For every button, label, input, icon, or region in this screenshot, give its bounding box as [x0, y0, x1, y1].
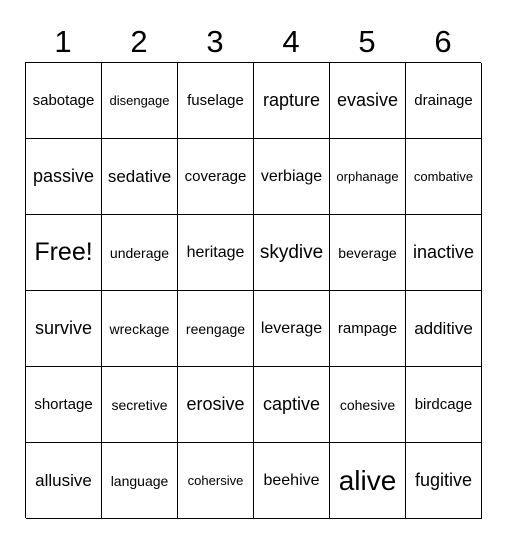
bingo-cell: coverage	[178, 139, 254, 215]
bingo-cell: allusive	[26, 443, 102, 519]
bingo-cell: underage	[102, 215, 178, 291]
bingo-cell: leverage	[254, 291, 330, 367]
bingo-cell: orphanage	[330, 139, 406, 215]
bingo-cell: cohesive	[330, 367, 406, 443]
bingo-cell: alive	[330, 443, 406, 519]
bingo-cell: disengage	[102, 63, 178, 139]
header-number-1: 1	[54, 24, 72, 59]
bingo-cell: additive	[406, 291, 482, 367]
bingo-cell: sedative	[102, 139, 178, 215]
header-number-6: 6	[434, 24, 452, 59]
bingo-cell: fugitive	[406, 443, 482, 519]
bingo-cell: skydive	[254, 215, 330, 291]
column-header	[25, 22, 481, 62]
bingo-cell: drainage	[406, 63, 482, 139]
header-number-2: 2	[130, 24, 148, 59]
header-number-3: 3	[206, 24, 224, 59]
bingo-cell: survive	[26, 291, 102, 367]
bingo-cell: wreckage	[102, 291, 178, 367]
bingo-cell: secretive	[102, 367, 178, 443]
header-number-4: 4	[282, 24, 300, 59]
free-space: Free!	[26, 215, 102, 291]
bingo-cell: erosive	[178, 367, 254, 443]
bingo-cell: captive	[254, 367, 330, 443]
bingo-cell: shortage	[26, 367, 102, 443]
bingo-cell: language	[102, 443, 178, 519]
bingo-cell: fuselage	[178, 63, 254, 139]
bingo-cell: evasive	[330, 63, 406, 139]
bingo-cell: combative	[406, 139, 482, 215]
header-number-5: 5	[358, 24, 376, 59]
bingo-cell: reengage	[178, 291, 254, 367]
bingo-cell: verbiage	[254, 139, 330, 215]
bingo-cell: beehive	[254, 443, 330, 519]
bingo-card	[25, 62, 481, 518]
bingo-cell: rampage	[330, 291, 406, 367]
bingo-cell: birdcage	[406, 367, 482, 443]
bingo-cell: heritage	[178, 215, 254, 291]
bingo-cell: beverage	[330, 215, 406, 291]
bingo-cell: sabotage	[26, 63, 102, 139]
bingo-cell: passive	[26, 139, 102, 215]
bingo-cell: inactive	[406, 215, 482, 291]
bingo-cell: rapture	[254, 63, 330, 139]
bingo-cell: cohersive	[178, 443, 254, 519]
